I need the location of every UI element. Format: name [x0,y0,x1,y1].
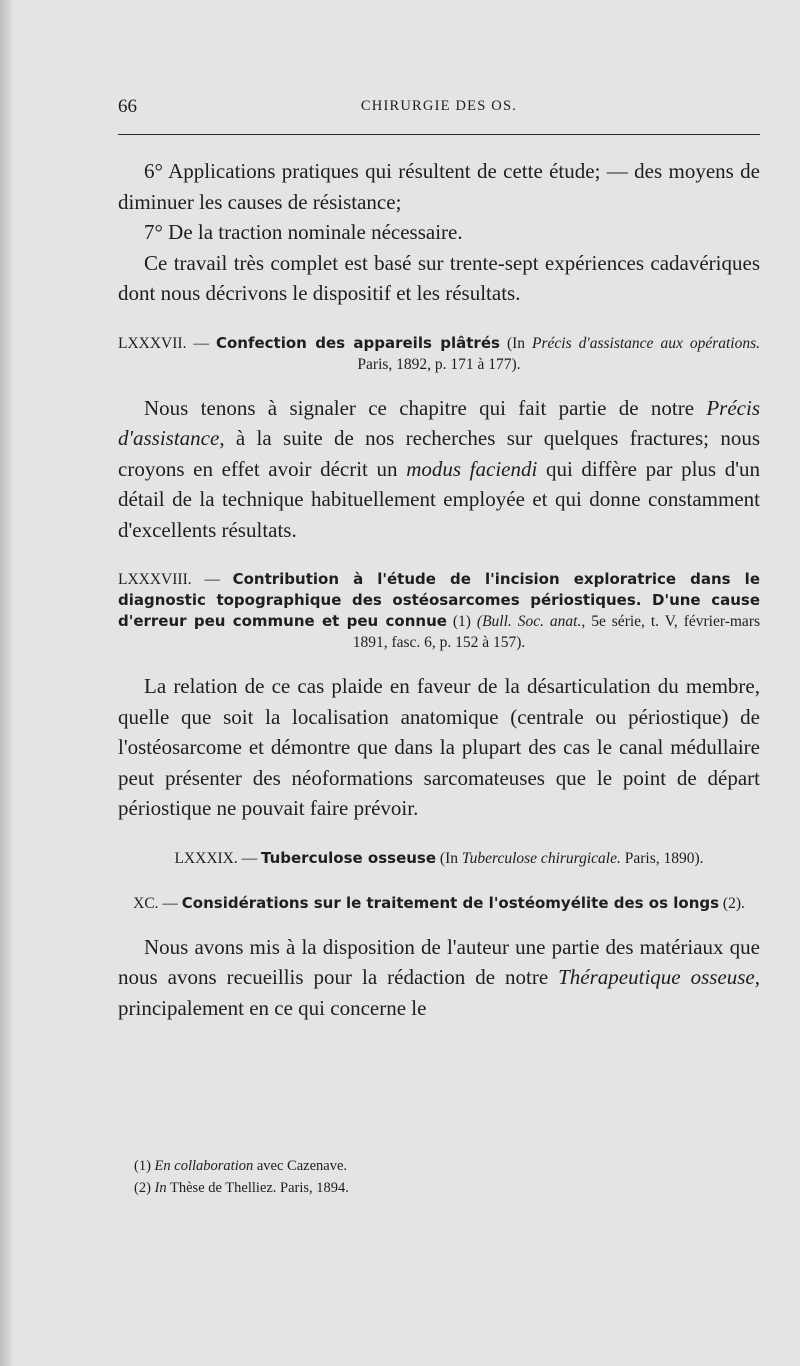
italic-run: Thérapeutique osseuse [558,965,755,989]
entry-title: Considérations sur le traitement de l'ostéomyélite des os longs [181,893,720,912]
footnote-text: avec Cazenave. [256,1158,348,1174]
entry-ref-prefix: (In [439,849,458,867]
header-rule [118,134,760,135]
entry-number: LXXXIX. — [174,849,258,867]
paragraph-item-7: 7° De la traction nominale nécessaire. [144,220,463,244]
paragraph-travail: Ce travail très complet est basé sur trente-sept expériences cadavériques dont nous décrivons le dispositif et les résultats. [118,250,760,305]
italic-run: modus faciendi [406,456,538,481]
entry-ref-title: Précis d'assistance aux opérations. [532,334,761,352]
entry-number: XC. — [133,894,178,912]
entry-number: LXXXVII. — [118,334,209,352]
entry-ref-title: (Bull. Soc. anat., [476,613,586,630]
paragraph-xc [118,932,760,1024]
footnote-2 [134,1177,754,1199]
paragraph-item-6: 6° Applications pratiques qui résultent de cette étude; — des moyens de diminuer les causes de résistance; [118,159,760,214]
page-edge-shadow [0,0,14,1366]
entry-ref-suffix: Paris, 1892, p. 171 à 177). [357,355,521,373]
entry-lxxxviii-heading [118,569,760,653]
footnote-text: Thèse de Thelliez. Paris, 1894. [170,1180,349,1196]
paragraph-lxxxviii: La relation de ce cas plaide en faveur de la désarticulation du membre, quelle que soit la localisation anatomique (centrale ou périostique) de l'ostéosarcome et démontre que dans la plupart des cas le canal médullaire peut présenter des néoformations sarcomateuses que le point de départ périostique ne pouvait faire prévoir. [118,674,760,820]
footnote-mark: (1) [134,1158,151,1174]
entry-ref-prefix: (In [506,334,526,352]
text-run: qui diffère par plus d'un détail de la technique habituellement employée et qui donne constamment d'excellents résultats. [118,456,761,542]
footnotes [134,1155,754,1199]
entry-lxxxvii-heading [118,333,760,375]
footnote-italic: In [154,1180,167,1196]
entry-ref-suffix: Paris, 1890). [624,849,704,867]
page-body [118,156,760,1023]
text-run: , à la suite de nos recherches sur quelques fractures; nous croyons en effet avoir décrit un [118,426,760,481]
paragraph-lxxxvii [118,393,760,546]
entry-title: Confection des appareils plâtrés [215,333,500,352]
running-title: CHIRURGIE DES OS. [360,98,518,114]
footnote-ref: (1) [452,613,471,630]
italic-run: Précis d'assistance [118,395,760,450]
entry-ref-title: Tuberculose chirurgicale. [461,849,621,867]
entry-title: Tuberculose osseuse [261,848,437,867]
entry-number: LXXXVIII. — [118,571,220,588]
footnote-mark: (2) [134,1180,151,1196]
footnote-italic: En collaboration [154,1158,254,1174]
entry-lxxxix-heading [118,848,760,869]
entry-title: Contribution à l'étude de l'incision exploratrice dans le diagnostic topographique des ostéosarcomes périostiques. D'une cause d'erreur peu commune et peu connue [118,570,760,630]
text-run: Nous avons mis à la disposition de l'auteur une partie des matériaux que nous avons recueillis pour la rédaction de notre [118,934,760,989]
entry-ref-suffix: 5e série, t. V, février-mars 1891, fasc. 6, p. 152 à 157). [352,613,761,651]
page-number: 66 [118,96,137,117]
text-run: , principalement en ce qui concerne le [118,965,760,1020]
text-run: Nous tenons à signaler ce chapitre qui fait partie de notre [144,395,695,420]
footnote-1 [134,1155,754,1177]
entry-xc-heading [118,893,760,914]
page-header [118,96,760,122]
footnote-ref: (2). [722,894,745,912]
